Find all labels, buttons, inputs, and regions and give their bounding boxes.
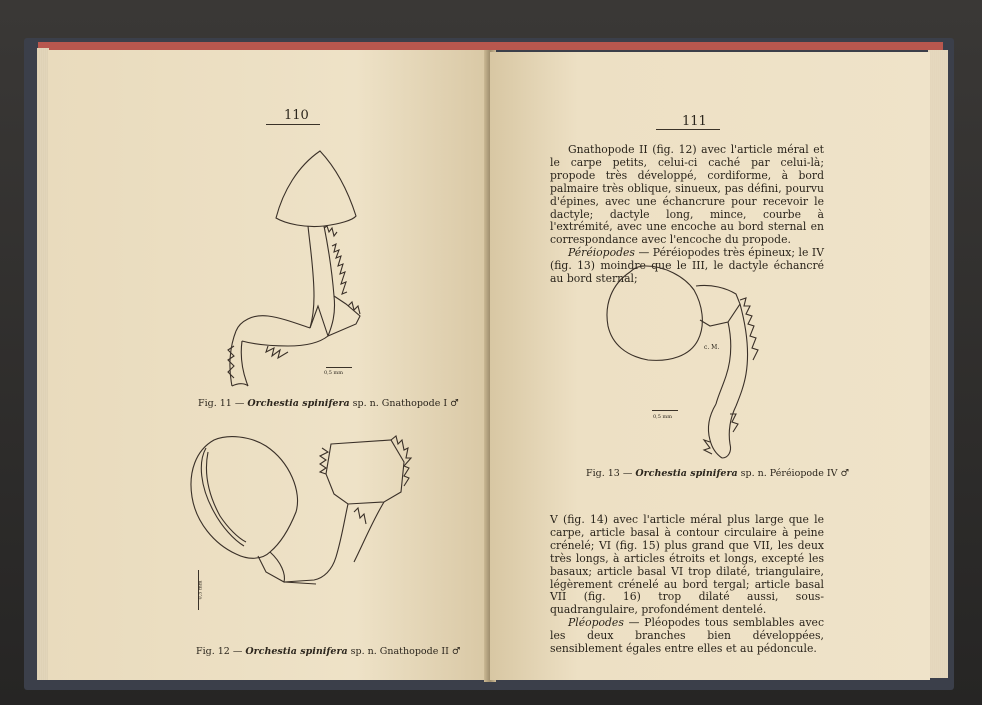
fig12-caption-suffix: sp. n. Gnathopode II ♂ (350, 646, 461, 657)
paragraph-gnathopode-ii: Gnathopode II (fig. 12) avec l'article méral et le carpe petits, celui-ci caché par celui-là; propode très développé, cordiforme, à bord palmaire très oblique, sinueux, pas défini, pourvu d'épines, avec une échancrure pour recevoir le dactyle; dactyle long, mince, courbe à l'extrémité, avec une encoche au bord sternal en correspondance avec l'encoche du propode. (550, 143, 824, 247)
pereiopodes-lead: Péréiopodes — (568, 246, 650, 260)
fig13-scale-label: 0,5 mm (653, 414, 673, 420)
fig11-caption-species: Orchestia spinifera (247, 398, 350, 409)
page-number-right: 111 (682, 114, 707, 129)
red-page-edge (38, 42, 943, 50)
fig12-scale-label: 0,5 mm (197, 580, 204, 600)
figure-11-gnathopode-i (228, 146, 428, 396)
fig13-scale-bar (652, 410, 678, 411)
fig13-caption-prefix: Fig. 13 — (586, 468, 633, 479)
page-number-rule-right (656, 129, 720, 130)
fig11-scale-label: 0,5 mm (324, 370, 344, 376)
figure-12-gnathopode-ii (186, 432, 416, 592)
fig13-caption-species: Orchestia spinifera (635, 468, 738, 479)
figure-11-caption (198, 398, 459, 409)
pleopodes-lead: Pléopodes — (568, 616, 640, 630)
paragraph-pereiopodes-continued: V (fig. 14) avec l'article méral plus large que le carpe, article basal à contour circulaire à peine crénelé; VI (fig. 15) plus grand que VII, les deux très longs, à articles étroits et longs, excepté les basaux; article basal VI trop dilaté, triangulaire, légèrement crénelé au bord tergal; article basal VII (fig. 16) trop dilaté aussi, sous-quadrangulaire, profondément dentelé. (550, 513, 824, 617)
right-text-bottom (550, 514, 824, 656)
right-page (490, 52, 930, 680)
page-number-left: 110 (284, 108, 309, 123)
figure-13-pereiopode-iv (600, 264, 780, 464)
fig11-caption-prefix: Fig. 11 — (198, 398, 245, 409)
pereiopodes-text: Péréiopodes très épineux; le IV (fig. 13) moindre que le III, le dactyle échancré au bord sternal; (550, 246, 824, 286)
fig12-caption-species: Orchestia spinifera (245, 646, 348, 657)
right-page-stack (928, 50, 948, 678)
figure-13-caption (586, 468, 849, 479)
fig11-scale-bar (326, 367, 352, 368)
fig11-caption-suffix: sp. n. Gnathopode I ♂ (352, 398, 459, 409)
pleopodes-text: Pléopodes tous semblables avec les deux branches bien développées, sensiblement égales entre elles et au pédoncule. (550, 616, 824, 656)
fig13-inline-label: c. M. (704, 344, 720, 351)
fig13-caption-suffix: sp. n. Péréiopode IV ♂ (740, 468, 849, 479)
figure-12-caption (196, 646, 460, 657)
page-number-rule-left (266, 124, 320, 125)
paragraph-pleopodes (550, 617, 824, 656)
left-page (48, 50, 488, 680)
fig12-caption-prefix: Fig. 12 — (196, 646, 243, 657)
